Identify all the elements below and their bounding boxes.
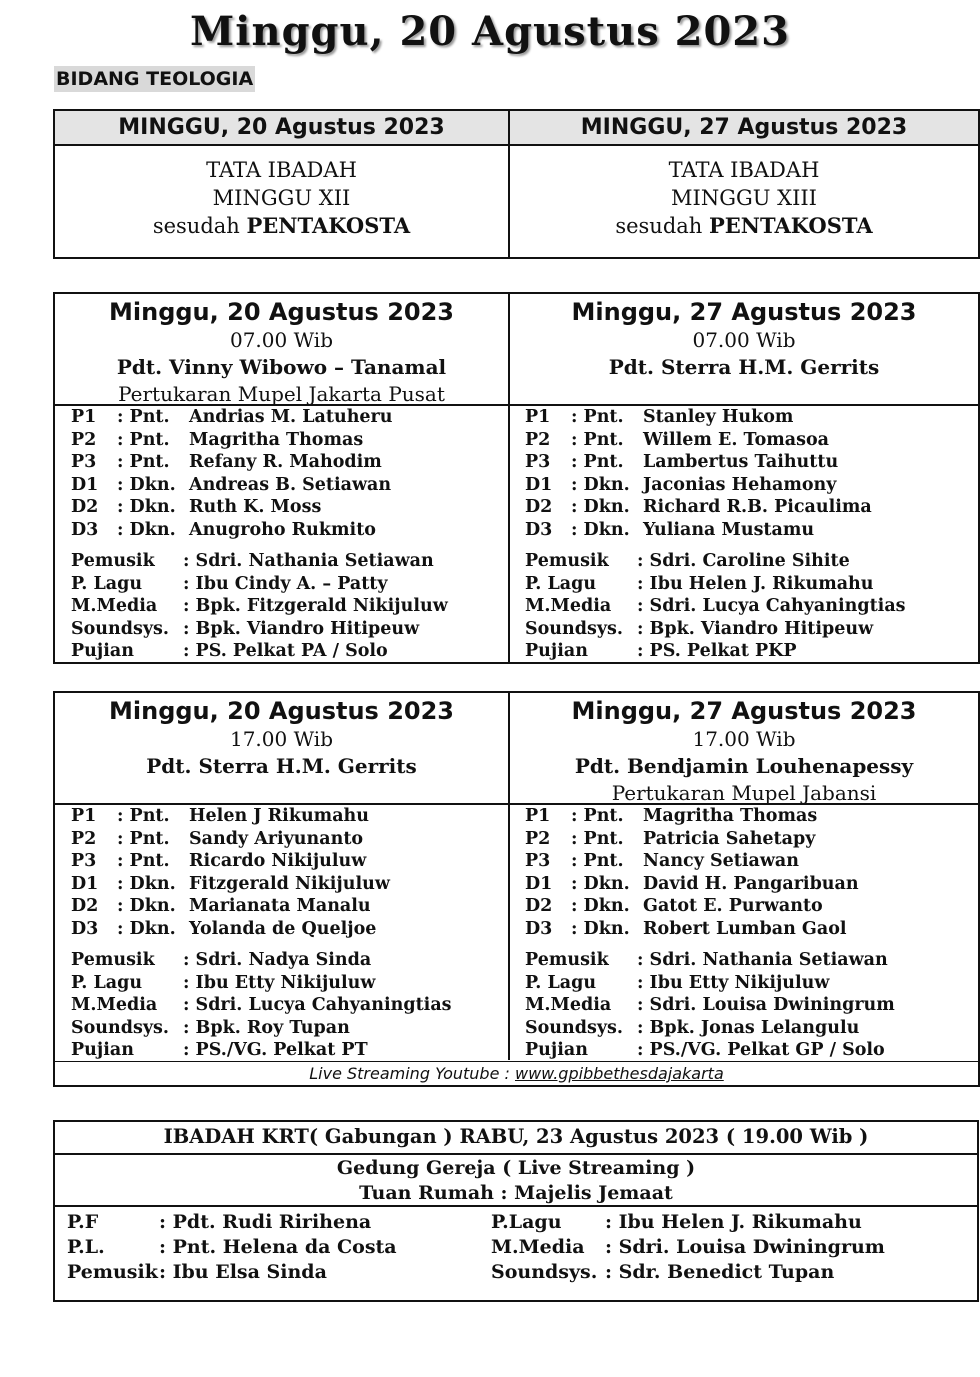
role-row: [525, 519, 965, 542]
support-row: [71, 1017, 511, 1040]
role-row: [525, 850, 965, 873]
role-row: [71, 406, 511, 429]
support-value: : Bpk. Viandro Hitipeuw: [637, 618, 874, 639]
role-row: [71, 873, 511, 896]
role-title: : Dkn.: [571, 918, 630, 939]
role-name: Sandy Ariyunanto: [189, 828, 364, 849]
role-code: D1: [71, 873, 99, 894]
support-value: : Sdri. Louisa Dwiningrum: [637, 995, 895, 1015]
role-title: : Pnt.: [117, 452, 170, 472]
service-header: [55, 693, 508, 780]
service-time: 17.00 Wib: [229, 727, 334, 751]
support-row: [525, 972, 965, 995]
support-value: : Ibu Cindy A. – Patty: [183, 573, 388, 594]
role-title: : Pnt.: [117, 828, 170, 849]
support-row: [71, 1039, 511, 1062]
tata-ibadah-line1: TATA IBADAH: [206, 158, 357, 182]
krt-row: [491, 1235, 961, 1260]
role-title: : Dkn.: [117, 918, 176, 939]
support-row: [71, 595, 511, 618]
streaming-label: Live Streaming Youtube :: [309, 1064, 515, 1083]
support-role: Soundsys.: [71, 1017, 169, 1038]
support-value: : Bpk. Roy Tupan: [183, 1017, 350, 1038]
service-time: 07.00 Wib: [692, 328, 796, 352]
support-role: Pemusik: [525, 551, 609, 571]
tata-ibadah-body-1: [55, 156, 508, 240]
role-name: Andreas B. Setiawan: [189, 474, 392, 495]
role-row: [525, 474, 965, 497]
support-value: : Sdri. Caroline Sihite: [637, 551, 850, 571]
role-title: : Dkn.: [117, 873, 176, 894]
service-pastor: Pdt. Sterra H.M. Gerrits: [146, 754, 417, 778]
tata-ibadah-line3: [510, 212, 978, 240]
support-value: : Sdri. Nathania Setiawan: [637, 950, 888, 970]
role-row: [525, 451, 965, 474]
tata-ibadah-line3-a: sesudah: [615, 214, 709, 238]
support-role: Pemusik: [525, 950, 609, 970]
role-title: : Dkn.: [117, 497, 176, 517]
krt-value: : Ibu Helen J. Rikumahu: [605, 1211, 862, 1233]
role-code: D1: [71, 474, 99, 495]
role-row: [71, 451, 511, 474]
service-exchange: Pertukaran Mupel Jabansi: [611, 781, 877, 805]
role-name: Richard R.B. Picaulima: [643, 497, 872, 517]
support-value: : Ibu Etty Nikijuluw: [637, 972, 830, 993]
role-name: Jaconias Hehamony: [643, 474, 837, 495]
support-row: [525, 994, 965, 1017]
service-date: Minggu, 27 Agustus 2023: [571, 298, 917, 326]
role-name: Willem E. Tomasoa: [643, 429, 829, 450]
role-code: P2: [525, 828, 551, 849]
role-title: : Pnt.: [117, 851, 170, 871]
krt-row: [67, 1235, 487, 1260]
role-name: Gatot E. Purwanto: [643, 896, 823, 916]
role-row: [525, 496, 965, 519]
role-title: : Dkn.: [117, 519, 176, 540]
support-role: M.Media: [525, 596, 612, 616]
role-row: [525, 918, 965, 941]
role-name: Nancy Setiawan: [643, 851, 799, 871]
krt-value: : Ibu Elsa Sinda: [159, 1261, 327, 1283]
role-row: [525, 406, 965, 429]
role-title: : Pnt.: [571, 429, 624, 450]
streaming-link[interactable]: www.gpibbethesdajakarta: [514, 1064, 724, 1083]
role-name: Ricardo Nikijuluw: [189, 851, 367, 871]
support-row: [71, 573, 511, 596]
role-row: [525, 895, 965, 918]
krt-role: P.L.: [67, 1236, 105, 1258]
support-role: P. Lagu: [71, 972, 143, 993]
role-title: : Pnt.: [117, 429, 170, 450]
support-role: P. Lagu: [525, 972, 597, 993]
tata-ibadah-table: [53, 109, 980, 259]
role-name: Helen J Rikumahu: [189, 806, 369, 826]
tata-ibadah-body-2: [510, 156, 978, 240]
krt-value: : Pnt. Helena da Costa: [159, 1236, 397, 1258]
role-name: Yolanda de Queljoe: [189, 918, 377, 939]
role-row: [525, 429, 965, 452]
support-row: [71, 972, 511, 995]
role-title: : Dkn.: [571, 519, 630, 540]
krt-row: [491, 1210, 961, 1235]
krt-role: M.Media: [491, 1236, 585, 1258]
role-name: Stanley Hukom: [643, 407, 794, 427]
support-role: Soundsys.: [525, 1017, 623, 1038]
krt-header: IBADAH KRT( Gabungan ) RABU, 23 Agustus 2023 ( 19.00 Wib ): [55, 1122, 977, 1155]
support-row: [525, 1017, 965, 1040]
support-role: Pujian: [71, 641, 134, 661]
role-code: D2: [71, 896, 99, 916]
tata-ibadah-line3-b: PENTAKOSTA: [708, 213, 873, 238]
krt-subheader: [55, 1155, 977, 1207]
tata-ibadah-line2: MINGGU XIII: [671, 186, 817, 210]
role-name: Patricia Sahetapy: [643, 828, 816, 849]
role-row: [71, 918, 511, 941]
support-role: Pemusik: [71, 551, 155, 571]
support-value: : Bpk. Fitzgerald Nikijuluw: [183, 596, 448, 616]
service-pastor: Pdt. Vinny Wibowo – Tanamal: [116, 355, 447, 379]
support-row: [525, 595, 965, 618]
support-row: [525, 618, 965, 641]
role-code: D2: [525, 896, 553, 916]
role-name: Andrias M. Latuheru: [189, 407, 393, 427]
page-title: Minggu, 20 Agustus 2023: [190, 8, 790, 55]
support-row: [71, 994, 511, 1017]
support-row: [71, 949, 511, 972]
krt-host: Tuan Rumah : Majelis Jemaat: [359, 1182, 673, 1204]
section-label: BIDANG TEOLOGIA: [56, 68, 254, 90]
service-date: Minggu, 27 Agustus 2023: [571, 697, 917, 725]
krt-value: : Sdr. Benedict Tupan: [605, 1261, 835, 1283]
role-row: [525, 828, 965, 851]
service-table-evening: [53, 691, 980, 1087]
role-row: [525, 873, 965, 896]
role-name: Ruth K. Moss: [189, 497, 322, 517]
tata-ibadah-line3: [55, 212, 508, 240]
role-code: P1: [71, 806, 97, 826]
role-title: : Dkn.: [571, 497, 630, 517]
krt-value: : Sdri. Louisa Dwiningrum: [605, 1236, 885, 1258]
service-pastor: Pdt. Sterra H.M. Gerrits: [608, 355, 880, 379]
role-row: [71, 805, 511, 828]
role-code: D2: [525, 497, 553, 517]
role-code: D3: [71, 918, 99, 939]
role-name: Magritha Thomas: [643, 806, 818, 826]
role-title: : Dkn.: [117, 474, 176, 495]
support-role: Soundsys.: [525, 618, 623, 639]
role-row: [71, 828, 511, 851]
streaming-note: [55, 1062, 978, 1086]
role-row: [71, 895, 511, 918]
support-row: [525, 640, 965, 663]
role-row: [71, 519, 511, 542]
support-value: : PS. Pelkat PKP: [637, 641, 797, 661]
role-code: D3: [71, 519, 99, 540]
role-title: : Dkn.: [571, 474, 630, 495]
support-role: M.Media: [71, 995, 158, 1015]
support-value: : Sdri. Lucya Cahyaningtias: [637, 596, 906, 616]
support-value: : Ibu Helen J. Rikumahu: [637, 573, 874, 594]
role-name: Yuliana Mustamu: [643, 519, 815, 540]
role-name: Anugroho Rukmito: [189, 519, 376, 540]
support-value: : Bpk. Jonas Lelangulu: [637, 1017, 860, 1038]
role-code: D3: [525, 519, 553, 540]
role-name: Robert Lumban Gaol: [643, 918, 847, 939]
role-code: P2: [71, 828, 97, 849]
support-value: : PS. Pelkat PA / Solo: [183, 641, 388, 661]
role-title: : Pnt.: [571, 828, 624, 849]
support-value: : Sdri. Nadya Sinda: [183, 950, 372, 970]
role-code: P1: [525, 407, 551, 427]
support-row: [525, 573, 965, 596]
support-value: : Sdri. Lucya Cahyaningtias: [183, 995, 452, 1015]
role-code: P3: [525, 452, 551, 472]
role-code: P3: [71, 851, 97, 871]
service-date: Minggu, 20 Agustus 2023: [109, 697, 454, 725]
role-title: : Pnt.: [571, 851, 624, 871]
service-time: 17.00 Wib: [692, 727, 796, 751]
role-name: Fitzgerald Nikijuluw: [189, 873, 390, 894]
roles-list: [525, 805, 965, 1062]
role-code: D3: [525, 918, 553, 939]
support-row: [71, 550, 511, 573]
support-row: [71, 618, 511, 641]
krt-row: [67, 1210, 487, 1235]
support-row: [71, 640, 511, 663]
tata-ibadah-line3-a: sesudah: [152, 214, 247, 238]
role-code: P2: [525, 429, 551, 450]
krt-location: Gedung Gereja ( Live Streaming ): [336, 1157, 696, 1179]
role-code: P1: [71, 407, 97, 427]
role-title: : Dkn.: [117, 896, 176, 916]
role-row: [71, 429, 511, 452]
role-code: P3: [525, 851, 551, 871]
role-row: [71, 474, 511, 497]
support-row: [525, 1039, 965, 1062]
support-role: Pujian: [71, 1040, 134, 1060]
role-title: : Pnt.: [571, 806, 624, 826]
support-role: P. Lagu: [525, 573, 597, 594]
service-table-morning: [53, 292, 980, 664]
roles-list: [71, 805, 511, 1062]
roles-list: [71, 406, 511, 663]
support-role: Pujian: [525, 1040, 588, 1060]
support-role: M.Media: [71, 596, 158, 616]
krt-role: P.Lagu: [491, 1211, 562, 1233]
role-name: Marianata Manalu: [189, 896, 371, 916]
service-header: [510, 693, 978, 806]
service-pastor: Pdt. Bendjamin Louhenapessy: [574, 754, 914, 778]
role-row: [71, 850, 511, 873]
support-row: [525, 550, 965, 573]
role-name: Magritha Thomas: [189, 429, 364, 450]
role-title: : Dkn.: [571, 896, 630, 916]
krt-role: Pemusik: [67, 1261, 158, 1283]
role-title: : Pnt.: [571, 407, 624, 427]
role-title: : Pnt.: [117, 407, 170, 427]
support-role: Soundsys.: [71, 618, 169, 639]
role-code: D1: [525, 873, 553, 894]
tata-ibadah-line2: MINGGU XII: [212, 186, 351, 210]
role-title: : Pnt.: [117, 806, 170, 826]
role-title: : Pnt.: [571, 452, 624, 472]
krt-value: : Pdt. Rudi Ririhena: [159, 1211, 372, 1233]
tata-ibadah-line1: TATA IBADAH: [668, 158, 820, 182]
role-name: Refany R. Mahodim: [189, 452, 382, 472]
support-value: : PS./VG. Pelkat GP / Solo: [637, 1040, 885, 1060]
support-role: Pujian: [525, 641, 588, 661]
support-value: : Bpk. Viandro Hitipeuw: [183, 618, 420, 639]
tata-ibadah-header-2: MINGGU, 27 Agustus 2023: [580, 115, 908, 140]
roles-list: [525, 406, 965, 663]
service-exchange: Pertukaran Mupel Jakarta Pusat: [118, 382, 445, 406]
service-header: [510, 294, 978, 381]
service-time: 07.00 Wib: [229, 328, 334, 352]
role-code: D2: [71, 497, 99, 517]
role-code: P2: [71, 429, 97, 450]
service-date: Minggu, 20 Agustus 2023: [109, 298, 454, 326]
support-value: : Ibu Etty Nikijuluw: [183, 972, 376, 993]
tata-ibadah-header-1: MINGGU, 20 Agustus 2023: [118, 115, 445, 140]
krt-role: P.F: [67, 1211, 99, 1233]
support-row: [525, 949, 965, 972]
service-header: [55, 294, 508, 407]
support-value: : Sdri. Nathania Setiawan: [183, 551, 434, 571]
role-name: David H. Pangaribuan: [643, 873, 859, 894]
role-code: P1: [525, 806, 551, 826]
support-role: M.Media: [525, 995, 612, 1015]
support-role: P. Lagu: [71, 573, 143, 594]
role-name: Lambertus Taihuttu: [643, 452, 839, 472]
role-code: D1: [525, 474, 553, 495]
krt-row: [491, 1260, 961, 1285]
krt-row: [67, 1260, 487, 1285]
krt-table: [53, 1120, 979, 1302]
tata-ibadah-line3-b: PENTAKOSTA: [246, 213, 411, 238]
support-value: : PS./VG. Pelkat PT: [183, 1040, 368, 1060]
role-row: [71, 496, 511, 519]
role-title: : Dkn.: [571, 873, 630, 894]
krt-role: Soundsys.: [491, 1261, 598, 1283]
role-row: [525, 805, 965, 828]
support-role: Pemusik: [71, 950, 155, 970]
role-code: P3: [71, 452, 97, 472]
